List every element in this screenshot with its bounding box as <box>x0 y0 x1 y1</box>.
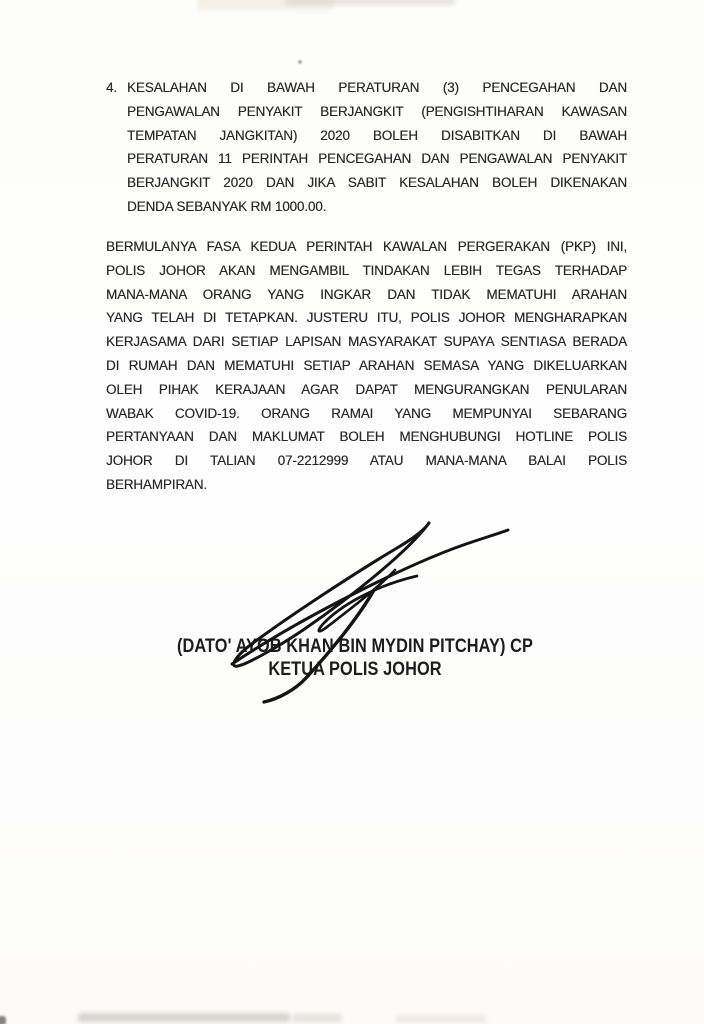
text-line: WABAK COVID-19. ORANG RAMAI YANG MEMPUNYAI SEBARANG <box>106 405 627 421</box>
text-line: PERTANYAAN DAN MAKLUMAT BOLEH MENGHUBUNGI HOTLINE POLIS <box>106 429 627 445</box>
text-line: TEMPATAN JANGKITAN) 2020 BOLEH DISABITKAN DI BAWAH <box>127 127 627 143</box>
scan-artifact-corner <box>0 1016 6 1024</box>
scan-artifact-bottom-1 <box>78 1013 290 1022</box>
text-line: KESALAHAN DI BAWAH PERATURAN (3) PENCEGAHAN DAN <box>127 80 627 95</box>
text-line: KERJASAMA DARI SETIAP LAPISAN MASYARAKAT SUPAYA SENTIASA BERADA <box>106 334 627 350</box>
numbered-paragraph-text <box>127 76 627 219</box>
text-line: BERJANGKIT 2020 DAN JIKA SABIT KESALAHAN BOLEH DIKENAKAN <box>127 175 627 191</box>
scan-artifact-bottom-3 <box>396 1015 486 1023</box>
signatory-name: (DATO' AYOB KHAN BIN MYDIN PITCHAY) CP <box>176 636 534 657</box>
numbered-paragraph <box>106 76 627 219</box>
text-line: YANG TELAH DI TETAPKAN. JUSTERU ITU, POLIS JOHOR MENGHARAPKAN <box>106 310 627 326</box>
text-line: PERATURAN 11 PERINTAH PENCEGAHAN DAN PENGAWALAN PENYAKIT <box>127 151 627 167</box>
signatory-title: KETUA POLIS JOHOR <box>268 659 442 680</box>
text-line: DENDA SEBANYAK RM 1000.00. <box>127 198 327 214</box>
text-line: BERHAMPIRAN. <box>106 476 207 492</box>
closing-paragraph <box>106 235 627 497</box>
text-line: DI RUMAH DAN MEMATUHI SETIAP ARAHAN SEMASA YANG DIKELUARKAN <box>106 357 627 373</box>
paragraph-number: 4. <box>106 80 117 95</box>
text-line: BERMULANYA FASA KEDUA PERINTAH KAWALAN PERGERAKAN (PKP) INI, <box>106 239 627 254</box>
text-line: PENGAWALAN PENYAKIT BERJANGKIT (PENGISHTIHARAN KAWASAN <box>127 103 627 119</box>
scan-artifact-top-gray <box>285 0 455 5</box>
scan-artifact-speck <box>298 60 302 64</box>
text-line: POLIS JOHOR AKAN MENGAMBIL TINDAKAN LEBIH TEGAS TERHADAP <box>106 262 627 278</box>
scan-artifact-bottom-2 <box>292 1014 342 1022</box>
text-line: MANA-MANA ORANG YANG INGKAR DAN TIDAK MEMATUHI ARAHAN <box>106 286 627 302</box>
text-line: OLEH PIHAK KERAJAAN AGAR DAPAT MENGURANGKAN PENULARAN <box>106 381 627 397</box>
text-line: JOHOR DI TALIAN 07-2212999 ATAU MANA-MANA BALAI POLIS <box>106 453 627 469</box>
signature-block <box>131 635 578 681</box>
